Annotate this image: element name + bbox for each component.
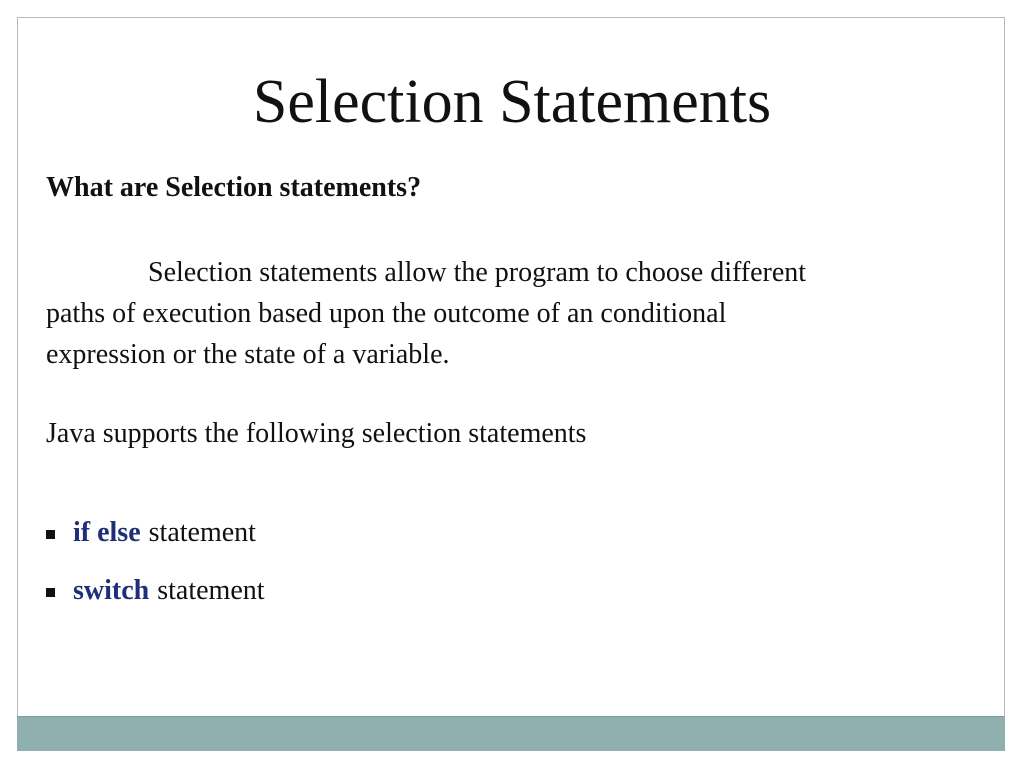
square-bullet-icon bbox=[46, 588, 55, 597]
bullet-rest-text: statement bbox=[157, 575, 265, 606]
bullet-rest-text: statement bbox=[148, 517, 256, 548]
list-item bbox=[46, 512, 265, 554]
java-supports-line: Java supports the following selection statements bbox=[46, 418, 587, 449]
paragraph-line: Selection statements allow the program to choose different bbox=[148, 257, 807, 288]
square-bullet-icon bbox=[46, 530, 55, 539]
slide-title: Selection Statements bbox=[252, 68, 772, 136]
paragraph-line: expression or the state of a variable. bbox=[46, 339, 450, 370]
keyword-if-else: if else bbox=[73, 517, 141, 548]
footer-band bbox=[17, 716, 1005, 751]
definition-paragraph bbox=[46, 252, 986, 375]
paragraph-line: paths of execution based upon the outcome of an conditional bbox=[46, 298, 727, 329]
subheading: What are Selection statements? bbox=[46, 172, 422, 203]
list-item bbox=[46, 570, 265, 612]
keyword-switch: switch bbox=[73, 575, 150, 606]
bullet-list bbox=[46, 512, 265, 628]
